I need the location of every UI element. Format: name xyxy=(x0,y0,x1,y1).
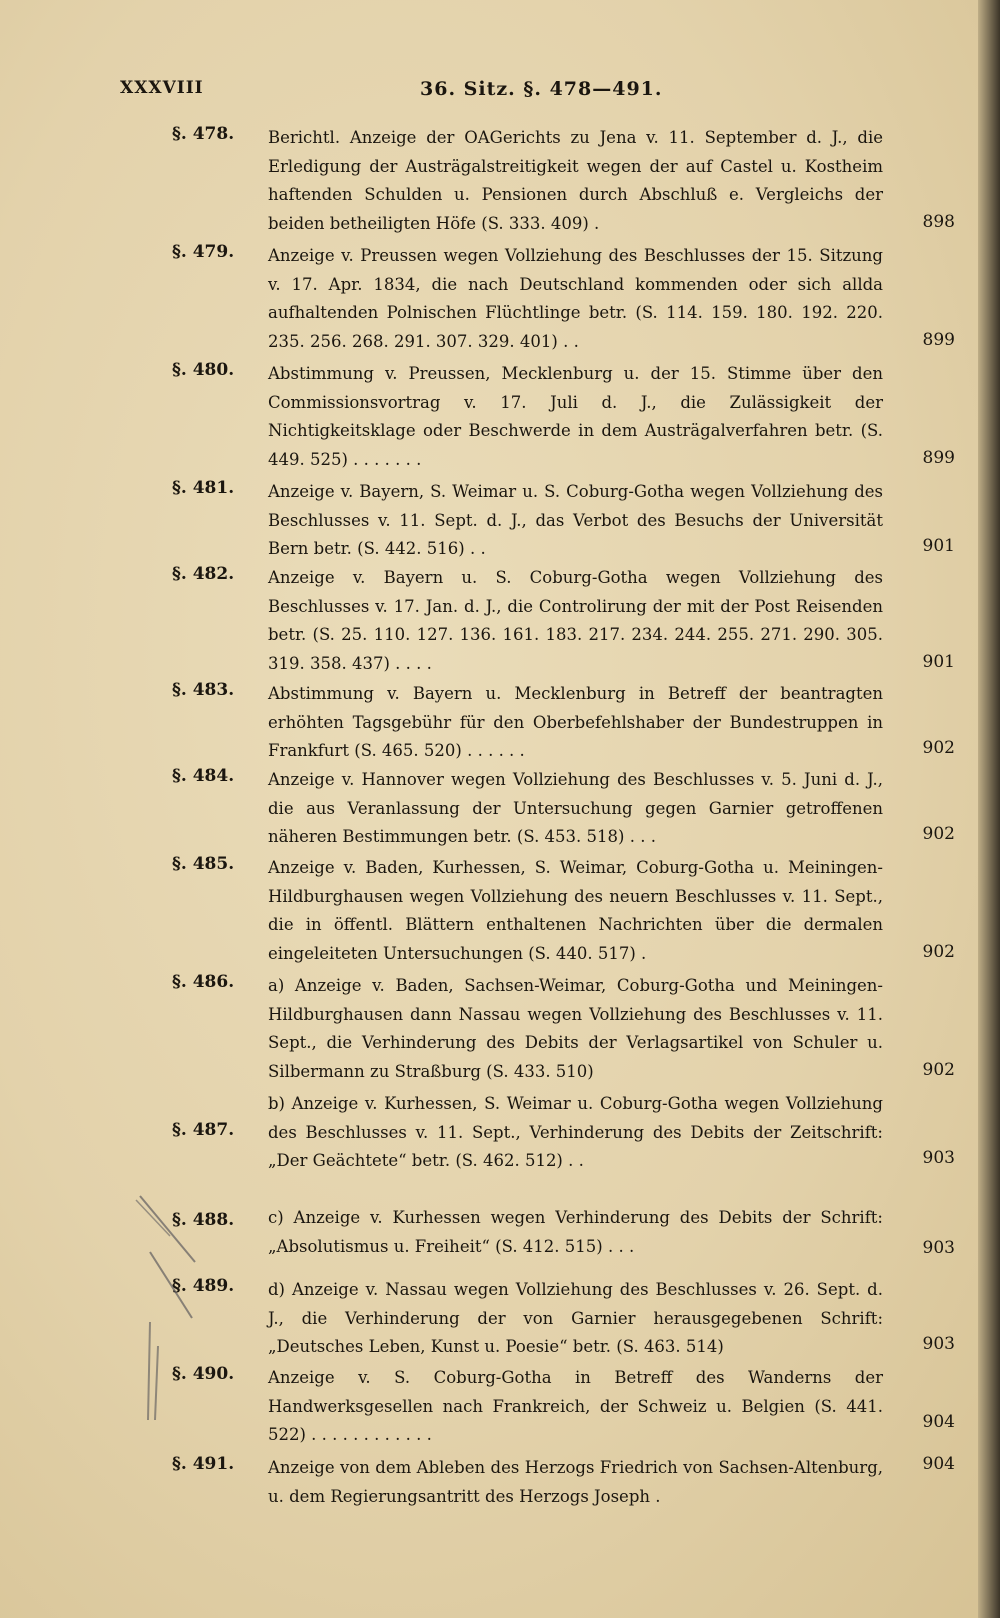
entry-text: Anzeige v. Bayern, S. Weimar u. S. Coburg-Gotha wegen Vollziehung des Beschlusses v. 11. Sept. d. J., das Verbot des Besuchs der Universität Bern betr. (S. 442. 516) . . xyxy=(268,482,883,558)
page-reference: 899 xyxy=(922,330,955,350)
entry-number: §. 491. xyxy=(172,1454,235,1474)
page-reference: 902 xyxy=(922,1060,955,1080)
page-reference: 899 xyxy=(922,448,955,468)
page-edge-shadow xyxy=(978,0,1000,1618)
page-reference: 902 xyxy=(922,942,955,962)
entry-number: §. 481. xyxy=(172,478,235,498)
entry-number: §. 486. xyxy=(172,972,235,992)
pencil-stroke xyxy=(136,1200,170,1236)
entry-text: Abstimmung v. Preussen, Mecklenburg u. der 15. Stimme über den Commissionsvortrag v. 17. Juli d. J., die Zulässigkeit der Nichtigkeitsklage oder Beschwerde in dem Austrägalverfahren betr. (S. 449. 525) . . . . . . . xyxy=(268,364,883,469)
page-reference: 902 xyxy=(922,824,955,844)
entry-text: a) Anzeige v. Baden, Sachsen-Weimar, Coburg-Gotha und Meiningen-Hildburghausen dann Nassau wegen Vollziehung des Beschlusses v. 11. Sept., die Verhinderung des Debits der Verlagsartikel von Schuler u. Silbermann zu Straßburg (S. 433. 510) xyxy=(268,976,883,1081)
page-header xyxy=(0,78,1000,108)
entry-text: Anzeige v. Bayern u. S. Coburg-Gotha wegen Vollziehung des Beschlusses v. 17. Jan. d. J., die Controlirung der mit der Post Reisenden betr. (S. 25. 110. 127. 136. 161. 183. 217. 234. 244. 255. 271. 290. 305. 319. 358. 437) . . . . xyxy=(268,568,883,673)
entry-number: §. 489. xyxy=(172,1276,235,1296)
entry-text: Anzeige v. Baden, Kurhessen, S. Weimar, Coburg-Gotha u. Meiningen-Hildburghausen wegen Vollziehung des neuern Beschlusses v. 11. Sept., die in öffentl. Blättern enthaltenen Nachrichten über die dermalen eingeleiteten Untersuchungen (S. 440. 517) . xyxy=(268,858,883,963)
entry-text: Anzeige v. Preussen wegen Vollziehung des Beschlusses der 15. Sitzung v. 17. Apr. 1834, die nach Deutschland kommenden oder sich allda aufhaltenden Polnischen Flüchtlinge betr. (S. 114. 159. 180. 192. 220. 235. 256. 268. 291. 307. 329. 401) . . xyxy=(268,246,883,351)
entry-number: §. 485. xyxy=(172,854,235,874)
entry-text: Berichtl. Anzeige der OAGerichts zu Jena v. 11. September d. J., die Erledigung der Austrägalstreitigkeit wegen der auf Castel u. Kostheim haftenden Schulden u. Pensionen durch Abschluß e. Vergleichs der beiden betheiligten Höfe (S. 333. 409) . xyxy=(268,128,883,233)
entry-number: §. 484. xyxy=(172,766,235,786)
entry-text: c) Anzeige v. Kurhessen wegen Verhinderung des Debits der Schrift: „Absolutismus u. Freiheit“ (S. 412. 515) . . . xyxy=(268,1208,883,1256)
entry-number: §. 482. xyxy=(172,564,235,584)
entry-number: §. 478. xyxy=(172,124,235,144)
entry-number: §. 480. xyxy=(172,360,235,380)
page-reference: 903 xyxy=(922,1238,955,1258)
pencil-stroke xyxy=(155,1346,158,1420)
entry-text: Anzeige v. S. Coburg-Gotha in Betreff des Wanderns der Handwerksgesellen nach Frankreich, der Schweiz u. Belgien (S. 441. 522) . . . . . . . . . . . . xyxy=(268,1368,883,1444)
entry-number: §. 490. xyxy=(172,1364,235,1384)
page-reference: 903 xyxy=(922,1148,955,1168)
entry-number: §. 479. xyxy=(172,242,235,262)
entry-text: Anzeige von dem Ableben des Herzogs Friedrich von Sachsen-Altenburg, u. dem Regierungsantritt des Herzogs Joseph . xyxy=(268,1458,883,1506)
entry-number: §. 487. xyxy=(172,1120,235,1140)
page-reference: 902 xyxy=(922,738,955,758)
running-head: 36. Sitz. §. 478—491. xyxy=(420,78,663,100)
page-reference: 898 xyxy=(922,212,955,232)
pencil-stroke xyxy=(148,1322,150,1420)
entry-number: §. 488. xyxy=(172,1210,235,1230)
entry-text: Abstimmung v. Bayern u. Mecklenburg in Betreff der beantragten erhöhten Tagsgebühr für den Oberbefehlshaber der Bundestruppen in Frankfurt (S. 465. 520) . . . . . . xyxy=(268,684,883,760)
entry-number: §. 483. xyxy=(172,680,235,700)
entry-text: b) Anzeige v. Kurhessen, S. Weimar u. Coburg-Gotha wegen Vollziehung des Beschlusses v. 11. Sept., Verhinderung des Debits der Zeitschrift: „Der Geächtete“ betr. (S. 462. 512) . . xyxy=(268,1094,883,1170)
entry-text: Anzeige v. Hannover wegen Vollziehung des Beschlusses v. 5. Juni d. J., die aus Veranlassung der Untersuchung gegen Garnier getroffenen näheren Bestimmungen betr. (S. 453. 518) . . . xyxy=(268,770,883,846)
page-reference: 904 xyxy=(922,1412,955,1432)
page-reference: 901 xyxy=(922,536,955,556)
entry-text: d) Anzeige v. Nassau wegen Vollziehung des Beschlusses v. 26. Sept. d. J., die Verhinderung der von Garnier herausgegebenen Schrift: „Deutsches Leben, Kunst u. Poesie“ betr. (S. 463. 514) xyxy=(268,1280,883,1356)
page-reference: 904 xyxy=(922,1454,955,1474)
page-reference: 901 xyxy=(922,652,955,672)
folio-number: XXXVIII xyxy=(120,78,204,98)
page-reference: 903 xyxy=(922,1334,955,1354)
